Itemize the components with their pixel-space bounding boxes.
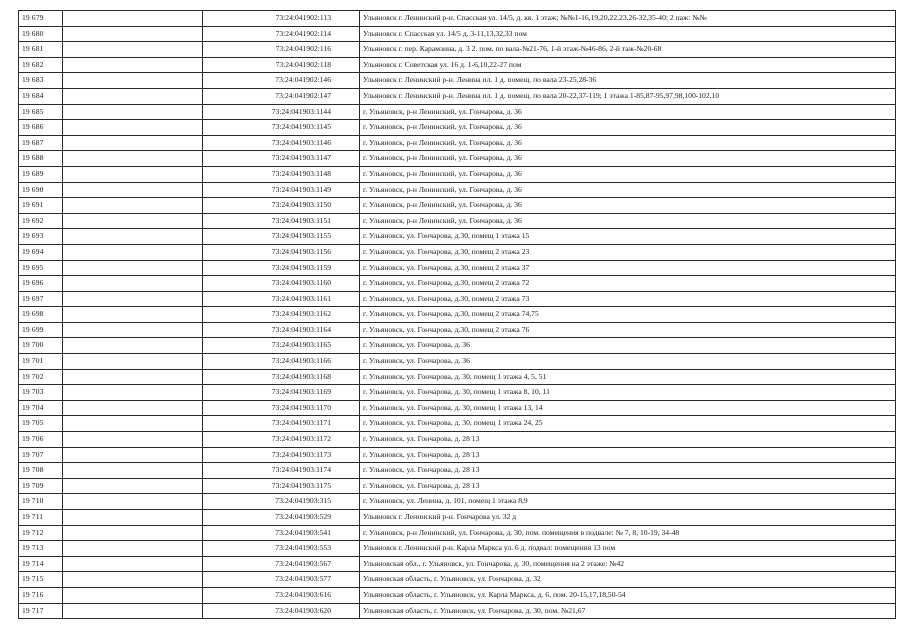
address-cell: г. Ульяновск, ул. Гончарова, д.30, помещ 2 этажа 76 [360, 322, 896, 338]
empty-cell [63, 307, 203, 323]
table-row [19, 166, 896, 182]
empty-cell [63, 120, 203, 136]
address-cell: г. Ульяновск, ул. Гончарова, д. 30, помещ 1 этажа 24, 25 [360, 416, 896, 432]
row-number-cell: 19 704 [19, 400, 63, 416]
address-cell: г. Ульяновск, р-н Ленинский, ул. Гончарова, д. 36 [360, 120, 896, 136]
address-cell: г. Ульяновск, ул. Гончарова, д. 28 13 [360, 432, 896, 448]
table-row [19, 603, 896, 619]
row-number-cell: 19 716 [19, 587, 63, 603]
cadastral-number-cell: 73:24:041903:1156 [203, 244, 360, 260]
registry-table-body [19, 11, 896, 619]
address-cell: Ульяновск г. пер. Карамзина, д. 3 2. пом. по вала-№21-76, 1-й этаж-№46-86, 2-й таж-№20-68 [360, 42, 896, 58]
cadastral-number-cell: 73:24:041903:577 [203, 572, 360, 588]
cadastral-number-cell: 73:24:041903:1159 [203, 260, 360, 276]
table-row [19, 478, 896, 494]
empty-cell [63, 400, 203, 416]
address-cell: Ульяновск г. Ленинский р-н. Ленина пл. 1 д. помещ. по вала 20-22,37-119; 1 этажа 1-85,87-95,97,98,100-102,10 [360, 88, 896, 104]
address-cell: Ульяновск г. Ленинский р-н. Ленина пл. 1 д. помещ. по вала 23-25,28-36 [360, 73, 896, 89]
table-row [19, 432, 896, 448]
address-cell: г. Ульяновск, р-н Ленинский, ул. Гончарова, д. 30, пом. помещения в подвале: № 7, 8, 10-19, 34-48 [360, 525, 896, 541]
cadastral-number-cell: 73:24:041903:1161 [203, 291, 360, 307]
cadastral-number-cell: 73:24:041902:113 [203, 11, 360, 27]
empty-cell [63, 525, 203, 541]
table-row [19, 525, 896, 541]
empty-cell [63, 182, 203, 198]
row-number-cell: 19 693 [19, 229, 63, 245]
cadastral-number-cell: 73:24:041903:1166 [203, 354, 360, 370]
row-number-cell: 19 696 [19, 276, 63, 292]
empty-cell [63, 229, 203, 245]
table-row [19, 182, 896, 198]
cadastral-number-cell: 73:24:041903:1164 [203, 322, 360, 338]
row-number-cell: 19 685 [19, 104, 63, 120]
cadastral-number-cell: 73:24:041903:1149 [203, 182, 360, 198]
cadastral-number-cell: 73:24:041903:541 [203, 525, 360, 541]
table-row [19, 213, 896, 229]
table-row [19, 291, 896, 307]
table-row [19, 260, 896, 276]
row-number-cell: 19 689 [19, 166, 63, 182]
table-row [19, 572, 896, 588]
row-number-cell: 19 691 [19, 198, 63, 214]
table-row [19, 88, 896, 104]
table-row [19, 354, 896, 370]
address-cell: г. Ульяновск, ул. Гончарова, д. 30, помещ 1 этажа 4, 5, 51 [360, 369, 896, 385]
empty-cell [63, 151, 203, 167]
row-number-cell: 19 688 [19, 151, 63, 167]
table-row [19, 416, 896, 432]
cadastral-number-cell: 73:24:041903:1148 [203, 166, 360, 182]
row-number-cell: 19 708 [19, 463, 63, 479]
row-number-cell: 19 683 [19, 73, 63, 89]
cadastral-number-cell: 73:24:041903:1171 [203, 416, 360, 432]
row-number-cell: 19 703 [19, 385, 63, 401]
cadastral-number-cell: 73:24:041903:1174 [203, 463, 360, 479]
empty-cell [63, 260, 203, 276]
table-row [19, 338, 896, 354]
address-cell: г. Ульяновск, ул. Гончарова, д. 30, помещ 1 этажа 13, 14 [360, 400, 896, 416]
address-cell: г. Ульяновск, р-н Ленинский, ул. Гончарова, д. 36 [360, 166, 896, 182]
empty-cell [63, 11, 203, 27]
empty-cell [63, 541, 203, 557]
cadastral-number-cell: 73:24:041903:616 [203, 587, 360, 603]
address-cell: г. Ульяновск, ул. Гончарова, д.30, помещ 1 этажа 15 [360, 229, 896, 245]
cadastral-number-cell: 73:24:041903:1175 [203, 478, 360, 494]
empty-cell [63, 73, 203, 89]
empty-cell [63, 572, 203, 588]
empty-cell [63, 432, 203, 448]
row-number-cell: 19 705 [19, 416, 63, 432]
address-cell: г. Ульяновск, р-н Ленинский, ул. Гончарова, д. 36 [360, 182, 896, 198]
cadastral-number-cell: 73:24:041903:1169 [203, 385, 360, 401]
row-number-cell: 19 707 [19, 447, 63, 463]
cadastral-number-cell: 73:24:041902:114 [203, 26, 360, 42]
row-number-cell: 19 697 [19, 291, 63, 307]
cadastral-number-cell: 73:24:041903:1170 [203, 400, 360, 416]
empty-cell [63, 244, 203, 260]
cadastral-number-cell: 73:24:041902:147 [203, 88, 360, 104]
cadastral-number-cell: 73:24:041902:116 [203, 42, 360, 58]
row-number-cell: 19 702 [19, 369, 63, 385]
address-cell: г. Ульяновск, ул. Гончарова, д. 36 [360, 338, 896, 354]
address-cell: г. Ульяновск, р-н Ленинский, ул. Гончарова, д. 36 [360, 135, 896, 151]
address-cell: г. Ульяновск, ул. Гончарова, д.30, помещ 2 этажа 23 [360, 244, 896, 260]
address-cell: г. Ульяновск, р-н Ленинский, ул. Гончарова, д. 36 [360, 213, 896, 229]
row-number-cell: 19 682 [19, 57, 63, 73]
row-number-cell: 19 701 [19, 354, 63, 370]
address-cell: Ульяновская область, г. Ульяновск, ул. Гончарова, д. 32 [360, 572, 896, 588]
table-row [19, 42, 896, 58]
row-number-cell: 19 695 [19, 260, 63, 276]
table-row [19, 135, 896, 151]
table-row [19, 510, 896, 526]
empty-cell [63, 322, 203, 338]
row-number-cell: 19 680 [19, 26, 63, 42]
cadastral-number-cell: 73:24:041903:1172 [203, 432, 360, 448]
table-row [19, 57, 896, 73]
empty-cell [63, 447, 203, 463]
cadastral-number-cell: 73:24:041903:1144 [203, 104, 360, 120]
table-row [19, 541, 896, 557]
row-number-cell: 19 692 [19, 213, 63, 229]
row-number-cell: 19 712 [19, 525, 63, 541]
address-cell: Ульяновская область, г. Ульяновск, ул. Гончарова, д. 30, пом. №21,67 [360, 603, 896, 619]
table-row [19, 276, 896, 292]
address-cell: г. Ульяновск, ул. Ленина, д. 101, помещ 1 этажа 8,9 [360, 494, 896, 510]
empty-cell [63, 369, 203, 385]
cadastral-number-cell: 73:24:041902:146 [203, 73, 360, 89]
empty-cell [63, 26, 203, 42]
table-row [19, 322, 896, 338]
address-cell: г. Ульяновск, ул. Гончарова, д. 28 13 [360, 478, 896, 494]
address-cell: Ульяновск г. Ленинский р-н. Спасская ул. 14/5, д. кв. 1 этаж; №№1-16,19,20,22,23,26-32,35-40; 2 паж: №№ [360, 11, 896, 27]
row-number-cell: 19 679 [19, 11, 63, 27]
row-number-cell: 19 694 [19, 244, 63, 260]
row-number-cell: 19 686 [19, 120, 63, 136]
empty-cell [63, 556, 203, 572]
address-cell: г. Ульяновск, ул. Гончарова, д.30, помещ 2 этажа 72 [360, 276, 896, 292]
address-cell: г. Ульяновск, ул. Гончарова, д. 30, помещ 1 этажа 8, 10, 11 [360, 385, 896, 401]
table-row [19, 369, 896, 385]
table-row [19, 494, 896, 510]
table-row [19, 587, 896, 603]
row-number-cell: 19 699 [19, 322, 63, 338]
empty-cell [63, 385, 203, 401]
table-row [19, 151, 896, 167]
table-row [19, 556, 896, 572]
row-number-cell: 19 709 [19, 478, 63, 494]
row-number-cell: 19 717 [19, 603, 63, 619]
address-cell: г. Ульяновск, р-н Ленинский, ул. Гончарова, д. 36 [360, 198, 896, 214]
empty-cell [63, 276, 203, 292]
cadastral-number-cell: 73:24:041903:1168 [203, 369, 360, 385]
table-row [19, 26, 896, 42]
table-row [19, 104, 896, 120]
cadastral-number-cell: 73:24:041903:1173 [203, 447, 360, 463]
cadastral-number-cell: 73:24:041903:1147 [203, 151, 360, 167]
table-row [19, 400, 896, 416]
empty-cell [63, 478, 203, 494]
cadastral-number-cell: 73:24:041903:315 [203, 494, 360, 510]
cadastral-number-cell: 73:24:041903:1145 [203, 120, 360, 136]
empty-cell [63, 587, 203, 603]
address-cell: г. Ульяновск, р-н Ленинский, ул. Гончарова, д. 36 [360, 151, 896, 167]
table-row [19, 229, 896, 245]
row-number-cell: 19 715 [19, 572, 63, 588]
row-number-cell: 19 684 [19, 88, 63, 104]
address-cell: Ульяновская область, г. Ульяновск, ул. Карла Маркса, д. 6, пом. 20-15,17,18,50-54 [360, 587, 896, 603]
table-row [19, 120, 896, 136]
cadastral-number-cell: 73:24:041903:1162 [203, 307, 360, 323]
table-row [19, 385, 896, 401]
address-cell: Ульяновск г. Ленинский р-н. Гончарова ул. 32 д [360, 510, 896, 526]
cadastral-number-cell: 73:24:041903:1160 [203, 276, 360, 292]
cadastral-number-cell: 73:24:041903:567 [203, 556, 360, 572]
table-row [19, 11, 896, 27]
empty-cell [63, 338, 203, 354]
table-row [19, 73, 896, 89]
row-number-cell: 19 700 [19, 338, 63, 354]
cadastral-number-cell: 73:24:041903:620 [203, 603, 360, 619]
cadastral-number-cell: 73:24:041903:1151 [203, 213, 360, 229]
address-cell: г. Ульяновск, ул. Гончарова, д. 28 13 [360, 463, 896, 479]
empty-cell [63, 213, 203, 229]
empty-cell [63, 494, 203, 510]
empty-cell [63, 166, 203, 182]
empty-cell [63, 416, 203, 432]
cadastral-number-cell: 73:24:041902:118 [203, 57, 360, 73]
cadastral-number-cell: 73:24:041903:529 [203, 510, 360, 526]
table-row [19, 447, 896, 463]
address-cell: Ульяновск г. Советская ул. 16 д. 1-6,10,22-27 пом [360, 57, 896, 73]
cadastral-number-cell: 73:24:041903:553 [203, 541, 360, 557]
address-cell: Ульяновск г. Спасская ул. 14/5 д. 3-11,13,32,33 пом [360, 26, 896, 42]
address-cell: г. Ульяновск, ул. Гончарова, д.30, помещ 2 этажа 37 [360, 260, 896, 276]
table-row [19, 463, 896, 479]
empty-cell [63, 510, 203, 526]
row-number-cell: 19 710 [19, 494, 63, 510]
row-number-cell: 19 714 [19, 556, 63, 572]
empty-cell [63, 57, 203, 73]
cadastral-number-cell: 73:24:041903:1150 [203, 198, 360, 214]
empty-cell [63, 354, 203, 370]
empty-cell [63, 198, 203, 214]
address-cell: г. Ульяновск, р-н Ленинский, ул. Гончарова, д. 36 [360, 104, 896, 120]
empty-cell [63, 291, 203, 307]
table-row [19, 198, 896, 214]
row-number-cell: 19 687 [19, 135, 63, 151]
row-number-cell: 19 698 [19, 307, 63, 323]
empty-cell [63, 104, 203, 120]
table-row [19, 244, 896, 260]
row-number-cell: 19 690 [19, 182, 63, 198]
empty-cell [63, 463, 203, 479]
empty-cell [63, 42, 203, 58]
empty-cell [63, 88, 203, 104]
address-cell: Ульяновск г. Ленинский р-н. Карла Маркса ул. 6 д. подвал: помещения 13 пом [360, 541, 896, 557]
row-number-cell: 19 711 [19, 510, 63, 526]
empty-cell [63, 603, 203, 619]
cadastral-number-cell: 73:24:041903:1155 [203, 229, 360, 245]
address-cell: г. Ульяновск, ул. Гончарова, д. 28 13 [360, 447, 896, 463]
registry-table [18, 10, 896, 619]
address-cell: Ульяновская обл., г. Ульяновск, ул. Гончарова, д. 30, помещения на 2 этаже: №42 [360, 556, 896, 572]
address-cell: г. Ульяновск, ул. Гончарова, д.30, помещ 2 этажа 74,75 [360, 307, 896, 323]
empty-cell [63, 135, 203, 151]
address-cell: г. Ульяновск, ул. Гончарова, д. 36 [360, 354, 896, 370]
address-cell: г. Ульяновск, ул. Гончарова, д.30, помещ 2 этажа 73 [360, 291, 896, 307]
table-row [19, 307, 896, 323]
cadastral-number-cell: 73:24:041903:1165 [203, 338, 360, 354]
row-number-cell: 19 713 [19, 541, 63, 557]
row-number-cell: 19 681 [19, 42, 63, 58]
cadastral-number-cell: 73:24:041903:1146 [203, 135, 360, 151]
row-number-cell: 19 706 [19, 432, 63, 448]
